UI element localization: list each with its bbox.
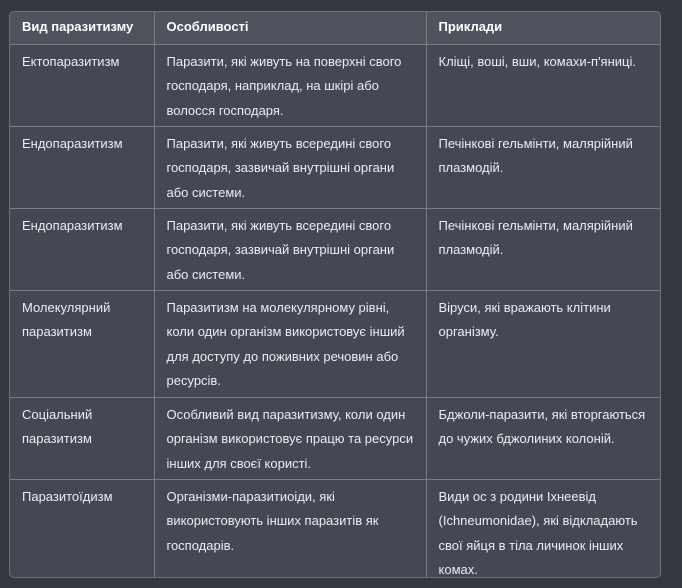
cell-examples: Віруси, які вражають клітини організму.: [426, 290, 661, 397]
cell-examples: Печінкові гельмінти, малярійний плазмодій.: [426, 126, 661, 208]
cell-examples: Бджоли-паразити, які вторгаються до чужих бджолиних колоній.: [426, 397, 661, 479]
table-row: [10, 44, 661, 126]
table-header-row: [10, 12, 661, 44]
table-row: [10, 208, 661, 290]
cell-features: Організми-паразитиоіди, які використовують інших паразитів як господарів.: [154, 479, 426, 578]
cell-type: Ектопаразитизм: [22, 53, 120, 69]
cell-features: Особливий вид паразитизму, коли один організм використовує працю та ресурси інших для своєї користі.: [154, 397, 426, 479]
cell-type: Ендопаразитизм: [22, 135, 123, 151]
cell-type: Паразитоїдизм: [22, 488, 113, 504]
parasitism-table-container: [9, 11, 661, 578]
cell-features: Паразити, які живуть на поверхні свого господаря, наприклад, на шкірі або волосся господаря.: [154, 44, 426, 126]
cell-examples: Кліщі, воші, вши, комахи-п'яниці.: [426, 44, 661, 126]
header-features: Особливості: [154, 12, 426, 44]
cell-features: Паразитизм на молекулярному рівні, коли один організм використовує інший для доступу до поживних речовин або ресурсів.: [154, 290, 426, 397]
cell-examples: Печінкові гельмінти, малярійний плазмодій.: [426, 208, 661, 290]
cell-type: Молекулярний паразитизм: [22, 299, 111, 340]
cell-examples: Види ос з родини Іхнеевід (Ichneumonidae), які відкладають свої яйця в тіла личинок інших комах.: [426, 479, 661, 578]
cell-type: Соціальний паразитизм: [22, 406, 93, 447]
parasitism-table: [10, 12, 661, 578]
cell-features: Паразити, які живуть всередині свого господаря, зазвичай внутрішні органи або системи.: [154, 208, 426, 290]
table-row: [10, 126, 661, 208]
header-type: Вид паразитизму: [10, 12, 154, 44]
cell-type: Ендопаразитизм: [22, 217, 123, 233]
cell-features: Паразити, які живуть всередині свого господаря, зазвичай внутрішні органи або системи.: [154, 126, 426, 208]
table-row: [10, 397, 661, 479]
header-examples: Приклади: [426, 12, 661, 44]
table-row: [10, 479, 661, 578]
table-row: [10, 290, 661, 397]
